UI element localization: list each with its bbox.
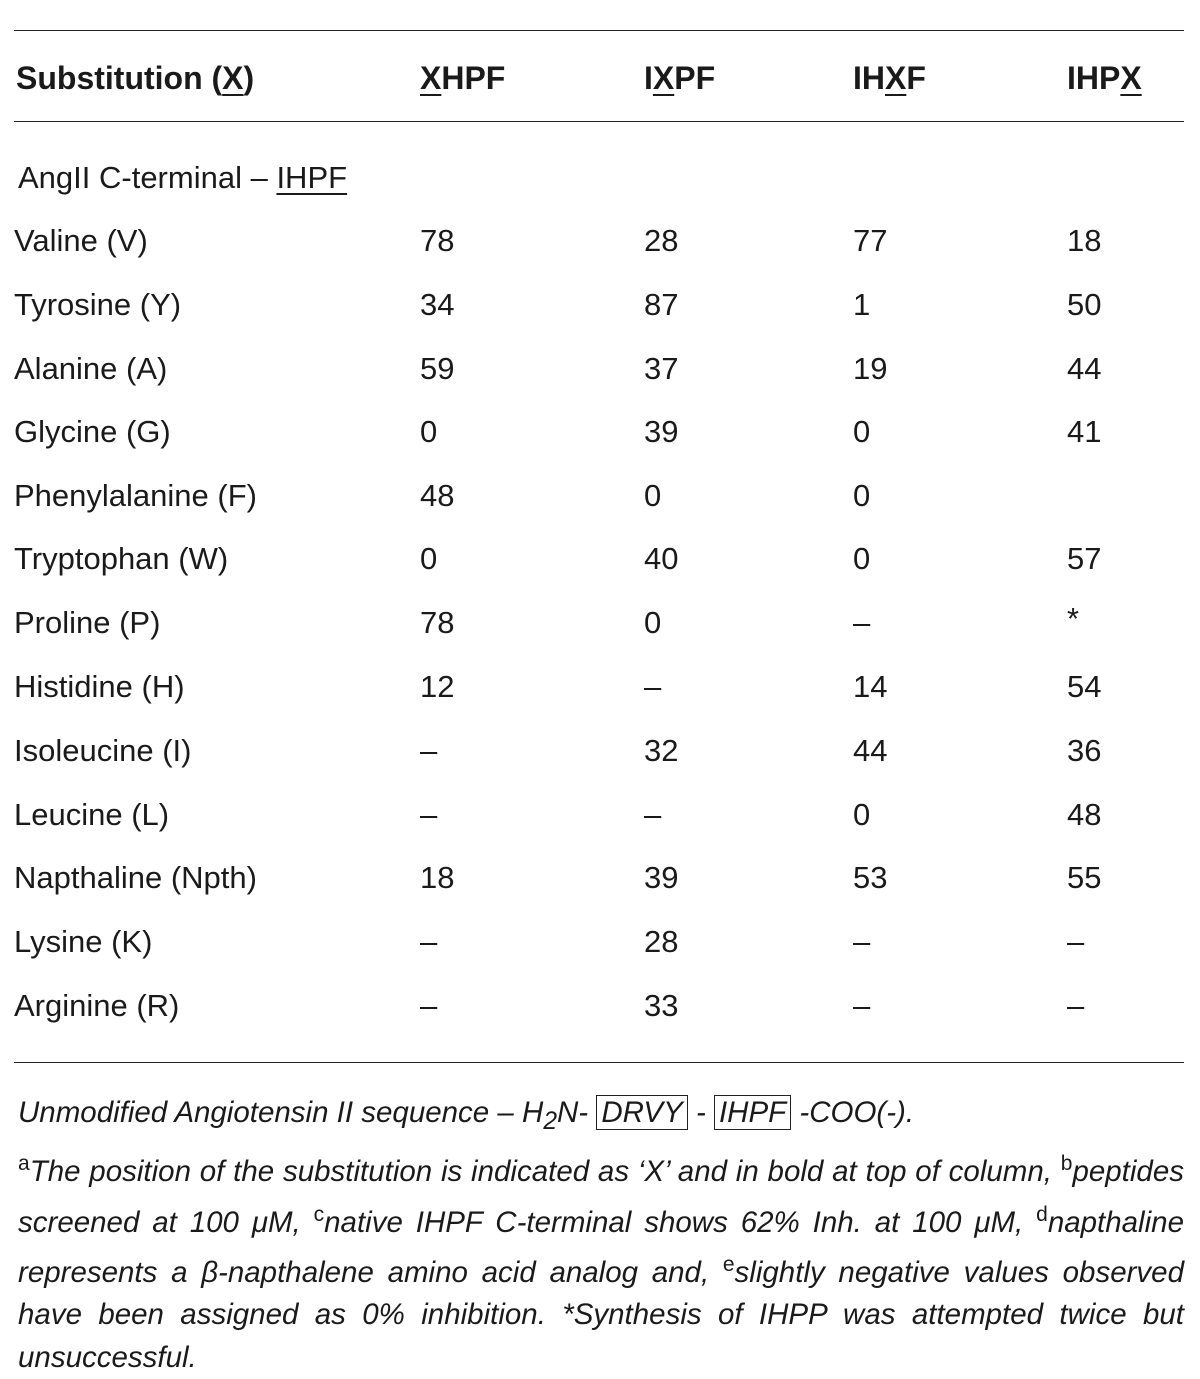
- row-name: Isoleucine (I): [14, 733, 192, 768]
- footnote-note-b: peptides screened at 100 μM,: [18, 1155, 1184, 1239]
- cell-ihpx: 57: [1067, 541, 1102, 576]
- header-substitution: [16, 60, 254, 97]
- header-ihpx-pre: IHP: [1067, 60, 1121, 96]
- footnote-seq-dash: -: [687, 1096, 714, 1129]
- cell-xhpf: 78: [420, 223, 455, 258]
- footnote-seq-pre: Unmodified Angiotensin II sequence – H: [18, 1096, 544, 1129]
- row-name: Tyrosine (Y): [14, 287, 182, 322]
- row-name: Leucine (L): [14, 797, 170, 832]
- cell-xhpf: 0: [420, 414, 438, 449]
- table-row: [0, 924, 1200, 988]
- cell-ihpx: 18: [1067, 223, 1102, 258]
- footnote-seq-end: -COO(-).: [791, 1096, 915, 1129]
- cell-ihxf: 44: [853, 733, 888, 768]
- cell-ixpf: –: [644, 669, 662, 704]
- header-ihxf-x: X: [885, 60, 907, 96]
- footnote-seq-box-drvy: DRVY: [596, 1095, 687, 1130]
- cell-xhpf: –: [420, 733, 438, 768]
- header-xhpf: [420, 60, 505, 97]
- header-ihxf-pre: IH: [853, 60, 885, 96]
- footnote-sup-c: c: [313, 1202, 325, 1226]
- cell-ihpx: 48: [1067, 797, 1102, 832]
- cell-ixpf: 28: [644, 223, 679, 258]
- cell-ixpf: 39: [644, 860, 679, 895]
- header-ixpf: [644, 60, 715, 97]
- footnote-note-e: slightly negative values observed have been assigned as 0% inhibition. *Synthesis of IHPP was attempted twice but unsuccessful.: [18, 1255, 1184, 1374]
- cell-ixpf: 0: [644, 478, 662, 513]
- footnote-sup-b: b: [1060, 1152, 1073, 1176]
- header-substitution-post: ): [243, 60, 255, 96]
- cell-ihpx: 50: [1067, 287, 1102, 322]
- table-row: [0, 797, 1200, 861]
- footnote-note-a: The position of the substitution is indicated as ‘X’ and in bold at top of column,: [29, 1155, 1061, 1189]
- table-row: [0, 223, 1200, 287]
- row-name: Proline (P): [14, 605, 161, 640]
- header-ihxf-rest: F: [906, 60, 926, 96]
- cell-xhpf: 48: [420, 478, 455, 513]
- header-ihxf: [853, 60, 926, 97]
- cell-xhpf: 18: [420, 860, 455, 895]
- table-row: [0, 669, 1200, 733]
- footnote-seq-box-ihpf: IHPF: [714, 1095, 791, 1130]
- header-ihpx-x: X: [1120, 60, 1142, 96]
- row-name: Phenylalanine (F): [14, 478, 257, 513]
- header-substitution-x: X: [222, 60, 244, 96]
- cell-ihxf: 1: [853, 287, 871, 322]
- header-ixpf-x: X: [652, 60, 675, 96]
- cell-ihxf: 0: [853, 414, 871, 449]
- cell-ihxf: 14: [853, 669, 888, 704]
- cell-xhpf: 0: [420, 541, 438, 576]
- cell-ixpf: 39: [644, 414, 679, 449]
- header-xhpf-rest: HPF: [441, 60, 506, 96]
- cell-ixpf: –: [644, 797, 662, 832]
- footnote-sup-e: e: [722, 1253, 735, 1277]
- table-row: [0, 988, 1200, 1052]
- cell-ihpx: *: [1067, 601, 1080, 636]
- cell-xhpf: –: [420, 988, 438, 1023]
- table-row: [0, 351, 1200, 415]
- cell-ihpx: 41: [1067, 414, 1102, 449]
- footnote-sup-a: a: [18, 1152, 30, 1176]
- cell-ihpx: 36: [1067, 733, 1102, 768]
- cell-ihxf: –: [853, 924, 871, 959]
- table-row: [0, 541, 1200, 605]
- header-rule: [14, 121, 1184, 122]
- header-ihpx: [1067, 60, 1142, 97]
- header-xhpf-x: X: [420, 60, 442, 96]
- footnote-note-d: napthaline represents a β-napthalene amino acid analog and,: [18, 1205, 1184, 1289]
- cell-ihxf: –: [853, 605, 871, 640]
- cell-ixpf: 33: [644, 988, 679, 1023]
- row-name: Glycine (G): [14, 414, 171, 449]
- row-name: Alanine (A): [14, 351, 168, 386]
- table-row: [0, 478, 1200, 542]
- cell-ihpx: 55: [1067, 860, 1102, 895]
- subheading-label: AngII C-terminal –: [18, 160, 277, 195]
- cell-ixpf: 40: [644, 541, 679, 576]
- cell-ihxf: 19: [853, 351, 888, 386]
- cell-ixpf: 28: [644, 924, 679, 959]
- table-row: [0, 601, 1200, 669]
- cell-xhpf: 12: [420, 669, 455, 704]
- cell-ihpx: 44: [1067, 351, 1102, 386]
- cell-ihxf: 0: [853, 478, 871, 513]
- table-footnote: [18, 1092, 1184, 1379]
- header-ixpf-pre: I: [644, 60, 653, 96]
- subheading-sequence: IHPF: [276, 160, 348, 195]
- cell-ihxf: –: [853, 988, 871, 1023]
- header-ixpf-rest: PF: [674, 60, 716, 96]
- row-name: Valine (V): [14, 223, 148, 258]
- cell-xhpf: –: [420, 797, 438, 832]
- cell-ihpx: –: [1067, 924, 1085, 959]
- top-rule: [14, 30, 1184, 31]
- table-row: [0, 733, 1200, 797]
- cell-ixpf: 0: [644, 605, 662, 640]
- cell-ihpx: –: [1067, 988, 1085, 1023]
- footnote-seq-subscript: 2: [543, 1107, 557, 1135]
- cell-ihpx: 54: [1067, 669, 1102, 704]
- footnote-seq-n: N-: [556, 1096, 597, 1129]
- row-name: Tryptophan (W): [14, 541, 229, 576]
- row-name: Arginine (R): [14, 988, 180, 1023]
- cell-ihxf: 77: [853, 223, 888, 258]
- footnote-sup-d: d: [1036, 1202, 1048, 1226]
- cell-xhpf: –: [420, 924, 438, 959]
- table-row: [0, 860, 1200, 924]
- table-row: [0, 414, 1200, 478]
- cell-xhpf: 34: [420, 287, 455, 322]
- cell-ixpf: 37: [644, 351, 679, 386]
- cell-ihxf: 0: [853, 797, 871, 832]
- cell-xhpf: 78: [420, 605, 455, 640]
- row-name: Histidine (H): [14, 669, 185, 704]
- cell-ixpf: 32: [644, 733, 679, 768]
- table-row: [0, 287, 1200, 351]
- bottom-rule: [14, 1062, 1184, 1063]
- cell-ihxf: 0: [853, 541, 871, 576]
- footnote-note-c: native IHPF C-terminal shows 62% Inh. at 100 μM,: [324, 1205, 1037, 1239]
- cell-xhpf: 59: [420, 351, 455, 386]
- cell-ihxf: 53: [853, 860, 888, 895]
- row-name: Lysine (K): [14, 924, 153, 959]
- footnote-sequence: [18, 1096, 915, 1135]
- header-substitution-pre: Substitution (: [16, 60, 223, 96]
- row-name: Napthaline (Npth): [14, 860, 257, 895]
- cell-ixpf: 87: [644, 287, 679, 322]
- subheading: [18, 160, 347, 196]
